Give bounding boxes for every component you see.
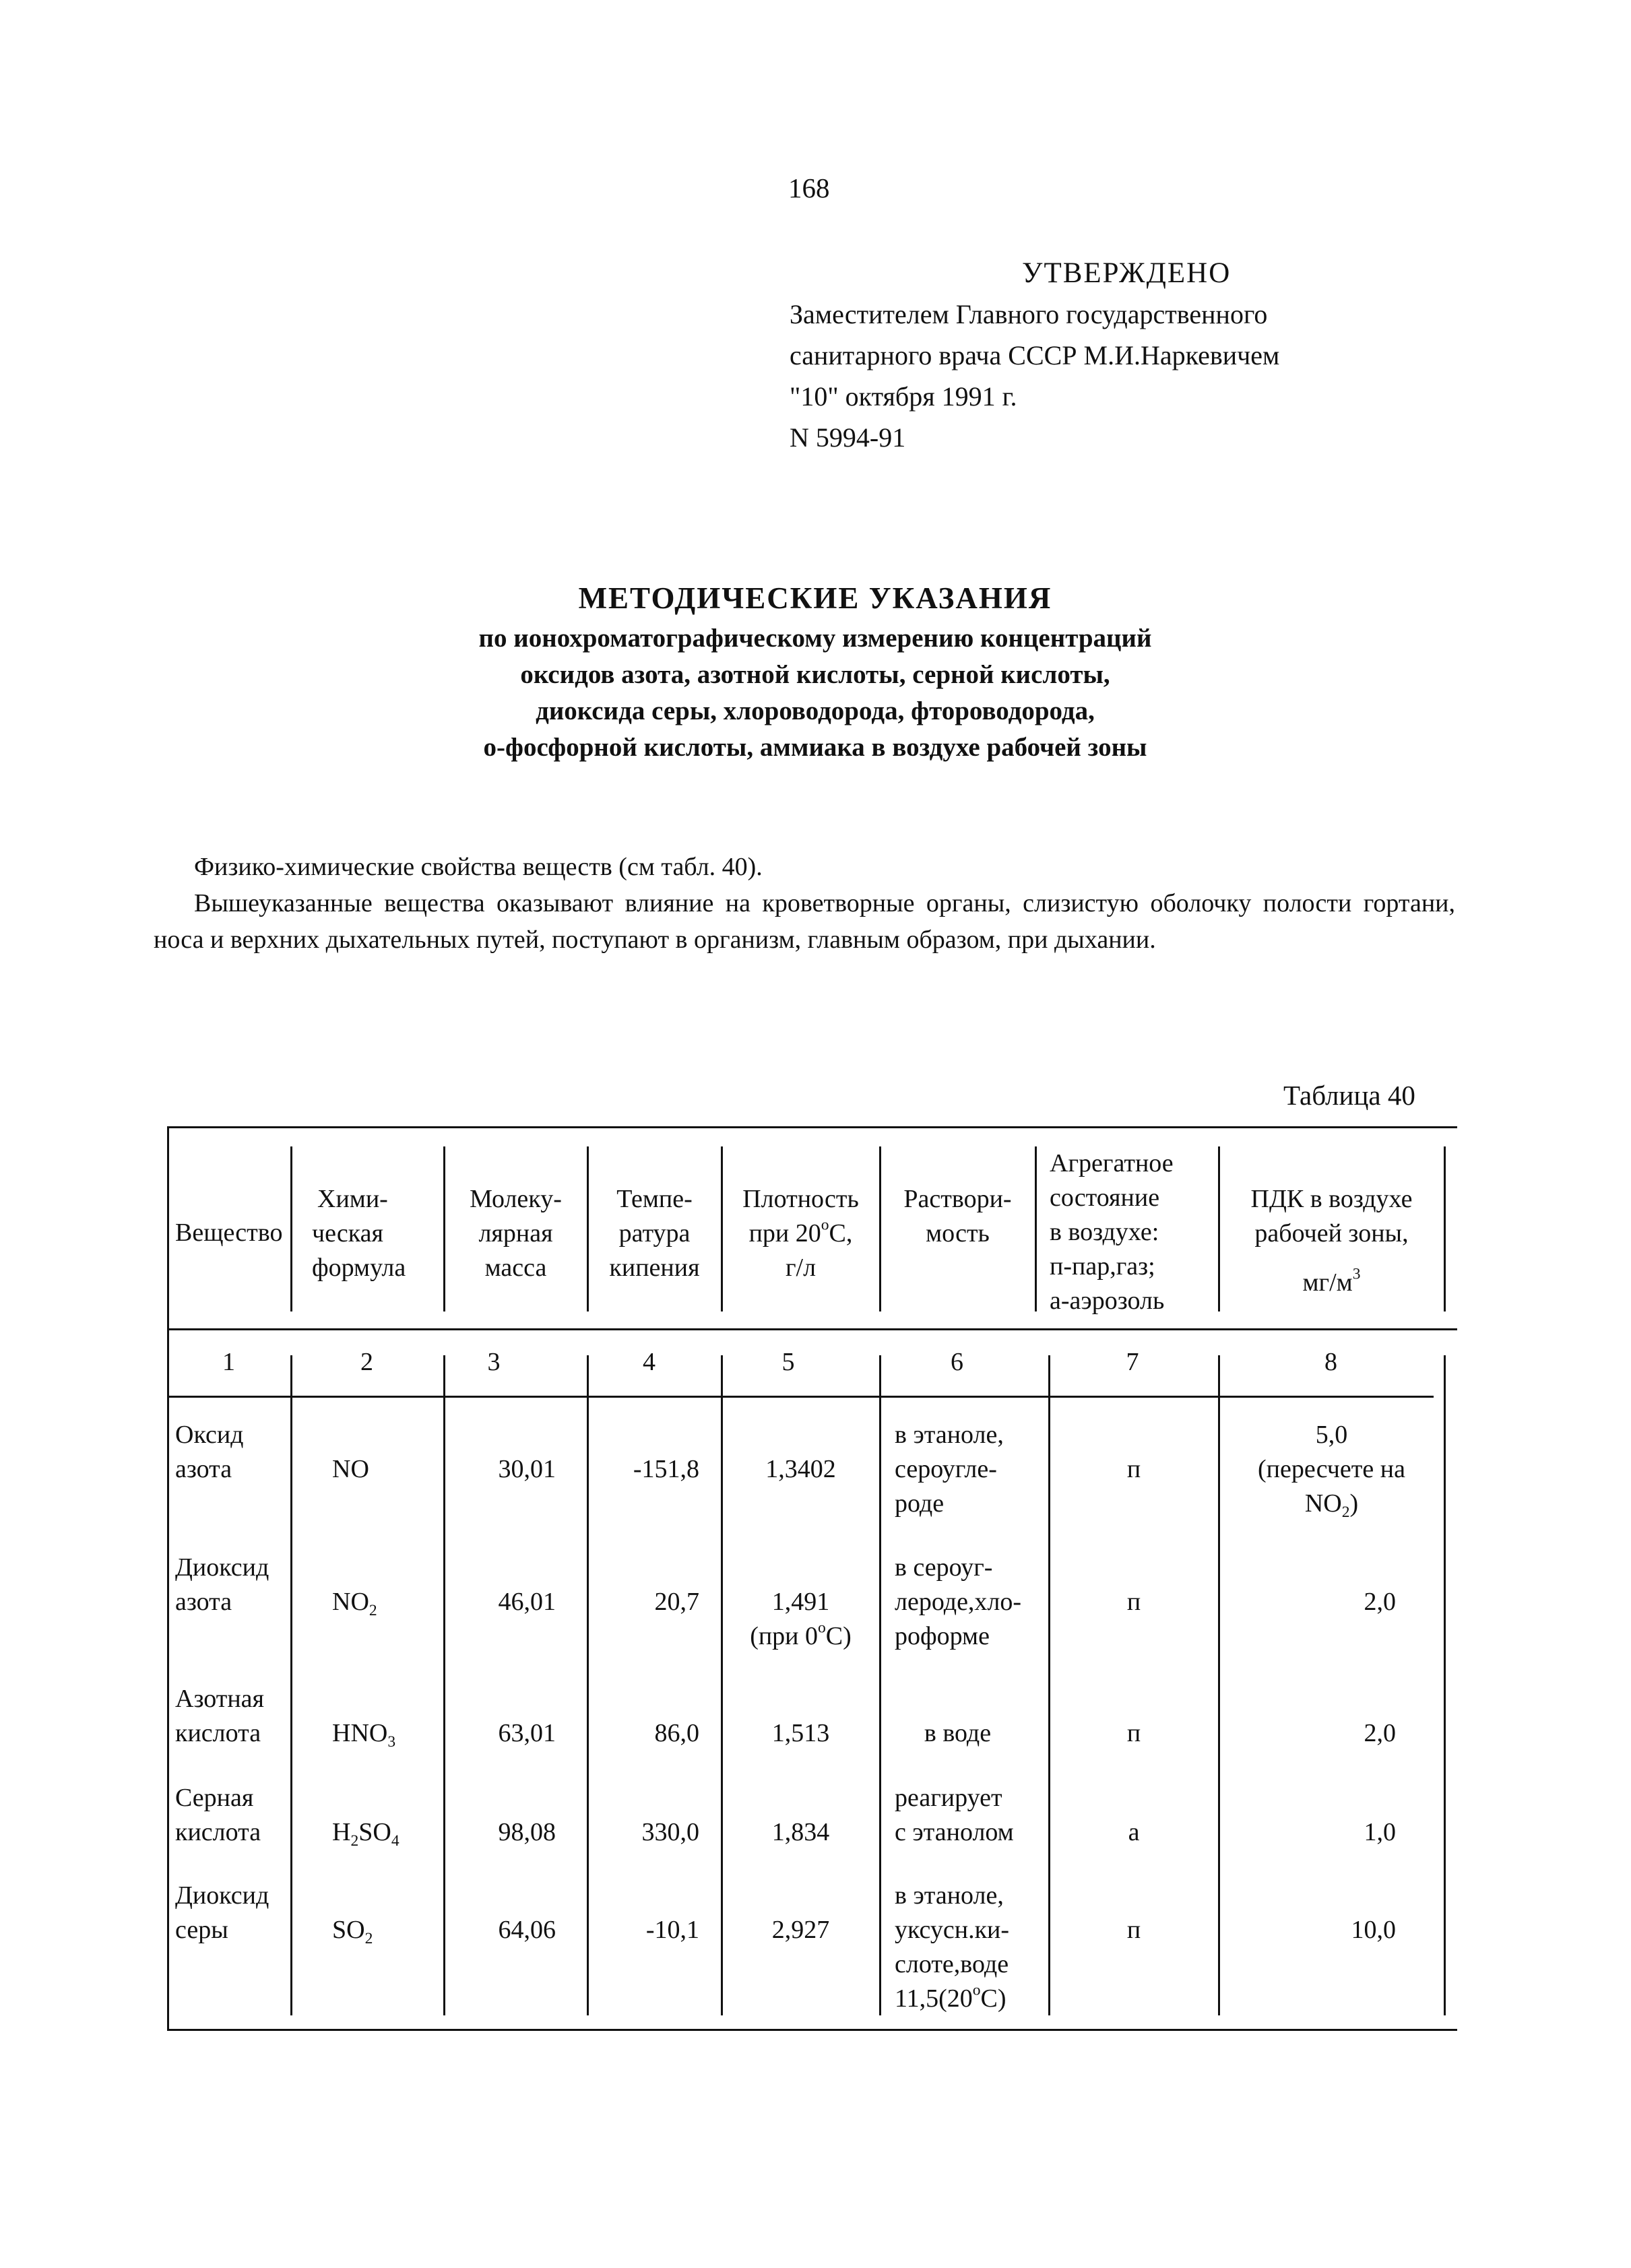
- pdk-cell: 5,0 (пересчете на $NO_2$): [1258, 1421, 1405, 1522]
- state-cell: п: [1126, 1455, 1141, 1483]
- substance-name: азота: [175, 1455, 232, 1483]
- header-pdk-line-2: рабочей зоны,: [1254, 1219, 1409, 1248]
- intro-text: [154, 849, 1455, 958]
- header-state: [1050, 1146, 1218, 1318]
- header-solubility-line-1: Раствори-: [903, 1185, 1012, 1213]
- approval-block: [790, 253, 1279, 458]
- header-mass-line-3: масса: [484, 1254, 547, 1282]
- header-solubility-line-2: мость: [926, 1219, 990, 1248]
- state-cell: а: [1128, 1818, 1140, 1846]
- density-cell: 1,513: [771, 1719, 830, 1747]
- substance-name: Диоксид: [175, 1881, 269, 1910]
- header-separator: [1035, 1146, 1037, 1311]
- substance-name: кислота: [175, 1818, 261, 1846]
- header-pdk-line-1: ПДК в воздухе: [1250, 1185, 1413, 1213]
- column-number: 5: [781, 1348, 795, 1376]
- title-sub-1: по ионохроматографическому измерению концентраций: [478, 624, 1152, 653]
- table-caption: Таблица 40: [1283, 1080, 1415, 1111]
- header-pdk: [1219, 1182, 1444, 1300]
- density-cell: 1,3402: [765, 1455, 836, 1483]
- pdk-cell: 2,0: [1364, 1588, 1396, 1616]
- header-mass-line-2: лярная: [478, 1219, 553, 1248]
- substance-name: серы: [175, 1916, 228, 1944]
- header-formula-line-1: Хими-: [317, 1185, 388, 1213]
- boiling-cell: 86,0: [654, 1719, 699, 1747]
- column-number: 3: [487, 1348, 501, 1376]
- column-number: 1: [222, 1348, 235, 1376]
- header-state-line-3: в воздухе:: [1050, 1218, 1159, 1246]
- pdk-cell: 10,0: [1351, 1916, 1396, 1944]
- state-cell: п: [1126, 1719, 1141, 1747]
- approval-line-3: "10" октября 1991 г.: [790, 381, 1017, 412]
- header-boiling-line-1: Темпе-: [616, 1185, 693, 1213]
- mass-cell: 63,01: [498, 1719, 556, 1747]
- table-top-rule: [167, 1126, 1457, 1128]
- formula-cell: NO: [332, 1455, 369, 1483]
- substance-name: кислота: [175, 1719, 261, 1747]
- table-row: [175, 1418, 290, 1487]
- state-cell: п: [1126, 1588, 1141, 1616]
- substance-name: Серная: [175, 1784, 254, 1812]
- formula-cell: $NO_2$: [332, 1588, 377, 1620]
- approval-line-4: N 5994-91: [790, 422, 906, 453]
- density-cell: 2,927: [771, 1916, 830, 1944]
- boiling-cell: -151,8: [633, 1455, 699, 1483]
- formula-cell: $SO_2$: [332, 1916, 373, 1948]
- table-header-rule: [167, 1328, 1457, 1330]
- pdk-cell: 2,0: [1364, 1719, 1396, 1747]
- column-number: 6: [951, 1348, 963, 1376]
- body-separator: [1444, 1355, 1446, 2015]
- header-state-line-4: п-пар,газ;: [1050, 1252, 1155, 1281]
- header-formula: [312, 1182, 440, 1285]
- header-boiling-line-3: кипения: [609, 1254, 700, 1282]
- substance-name: Оксид: [175, 1421, 244, 1449]
- pdk-cell: 1,0: [1364, 1818, 1396, 1846]
- density-cell: 1,491 (при $0^оС$): [750, 1588, 852, 1650]
- properties-table: [167, 1126, 1457, 2029]
- intro-paragraph-1: Физико-химические свойства веществ (см табл. 40).: [194, 853, 763, 881]
- header-density-line-3: г/л: [785, 1254, 817, 1282]
- body-separator: [290, 1355, 292, 2015]
- table-row: [175, 1879, 290, 1947]
- column-number: 7: [1126, 1348, 1139, 1376]
- substance-name: Диоксид: [175, 1553, 269, 1582]
- header-substance-text: Вещество: [175, 1219, 283, 1247]
- solubility-cell: реагирует с этанолом: [895, 1784, 1014, 1846]
- solubility-cell: в этаноле, сероугле- роде: [895, 1421, 1004, 1518]
- table-row: [175, 1551, 290, 1619]
- solubility-cell: в сероуг- лероде,хло- роформе: [895, 1553, 1022, 1650]
- header-boiling: [588, 1182, 721, 1285]
- title-sub-3: диоксида серы, хлороводорода, фтороводорода,: [536, 696, 1095, 725]
- mass-cell: 98,08: [498, 1818, 556, 1846]
- header-state-line-2: состояние: [1050, 1184, 1160, 1212]
- intro-paragraph-2: Вышеуказанные вещества оказывают влияние на кроветворные органы, слизистую оболочку полости гортани, носа и верхних дыхательных путей, поступают в организм, главным образом, при дыхании.: [154, 889, 1455, 954]
- formula-cell: $HNO_3$: [332, 1719, 396, 1751]
- header-formula-line-3: формула: [312, 1254, 406, 1282]
- header-state-line-5: а-аэрозоль: [1050, 1287, 1165, 1315]
- header-density-line-1: Плотность: [742, 1185, 859, 1213]
- approval-heading: УТВЕРЖДЕНО: [1022, 257, 1232, 289]
- table-bottom-rule: [167, 2029, 1457, 2031]
- table-row: [175, 1781, 290, 1850]
- header-mass: [445, 1182, 587, 1285]
- page-number: 168: [788, 172, 830, 203]
- approval-line-1: Заместителем Главного государственного: [790, 299, 1268, 329]
- approval-line-2: санитарного врача СССР М.И.Наркевичем: [790, 340, 1280, 370]
- substance-name: Азотная: [175, 1685, 265, 1713]
- boiling-cell: -10,1: [645, 1916, 699, 1944]
- substance-name: азота: [175, 1588, 232, 1616]
- mass-cell: 30,01: [498, 1455, 556, 1483]
- column-number: 2: [360, 1348, 373, 1376]
- boiling-cell: 330,0: [641, 1818, 699, 1846]
- solubility-cell: в этаноле, уксусн.ки- слоте,воде $11,5(20^оС)$: [895, 1881, 1010, 2013]
- mass-cell: 46,01: [498, 1588, 556, 1616]
- density-cell: 1,834: [771, 1818, 830, 1846]
- title-main: МЕТОДИЧЕСКИЕ УКАЗАНИЯ: [578, 581, 1052, 615]
- solubility-cell: в воде: [924, 1719, 992, 1747]
- header-mass-line-1: Молеку-: [470, 1185, 562, 1213]
- title-sub-2: оксидов азота, азотной кислоты, серной кислоты,: [520, 660, 1110, 689]
- title-sub-4: о-фосфорной кислоты, аммиака в воздухе рабочей зоны: [483, 733, 1147, 762]
- header-separator: [1444, 1146, 1446, 1311]
- document-title: [202, 576, 1428, 766]
- table-left-border: [167, 1126, 169, 2029]
- mass-cell: 64,06: [498, 1916, 556, 1944]
- table-row: [175, 1682, 290, 1751]
- body-separator: [879, 1355, 881, 2015]
- header-density: [722, 1182, 879, 1285]
- header-pdk-line-3: $мг/м^3$: [1302, 1265, 1361, 1297]
- column-number: 8: [1324, 1348, 1337, 1376]
- header-boiling-line-2: ратура: [618, 1219, 691, 1248]
- header-substance: [175, 1216, 296, 1250]
- header-formula-line-2: ческая: [312, 1219, 384, 1248]
- column-number: 4: [643, 1348, 655, 1376]
- header-state-line-1: Агрегатное: [1050, 1149, 1174, 1177]
- state-cell: п: [1126, 1916, 1141, 1944]
- table-number-rule: [167, 1396, 1434, 1398]
- formula-cell: $H_2SO_4$: [332, 1818, 399, 1850]
- boiling-cell: 20,7: [654, 1588, 699, 1616]
- header-density-line-2: при $20^оС$,: [748, 1216, 853, 1248]
- header-solubility: [881, 1182, 1035, 1251]
